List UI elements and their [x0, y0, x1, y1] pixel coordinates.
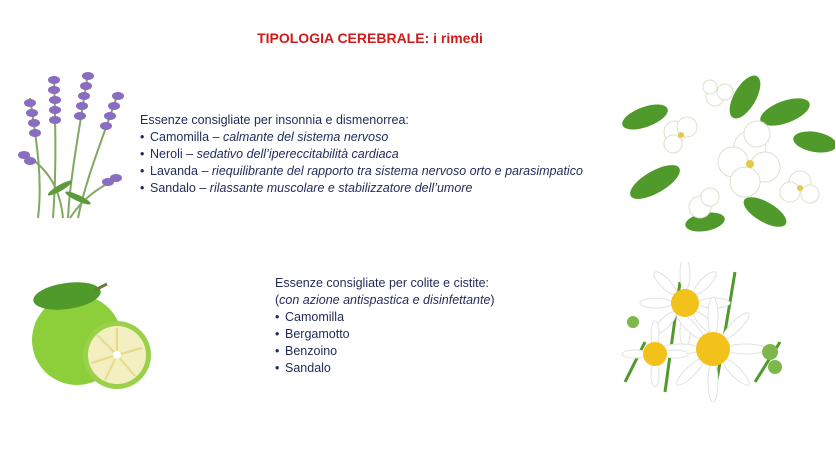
separator: –	[182, 147, 197, 161]
lavender-image	[8, 58, 133, 220]
paren-close: )	[490, 293, 495, 307]
bullet: •	[275, 344, 280, 358]
colitis-note	[275, 292, 605, 309]
remedy-description: sedativo dell’ipereccitabilità cardiaca	[196, 147, 399, 161]
bullet: •	[140, 164, 145, 178]
bullet: •	[140, 147, 145, 161]
remedy-description: rilassante muscolare e stabilizzatore dell’umore	[209, 181, 473, 195]
neroli-flowers-icon	[615, 72, 835, 234]
insomnia-remedies-block	[140, 112, 610, 197]
bullet: •	[140, 130, 145, 144]
bergamot-fruit-icon	[25, 278, 155, 393]
lavender-icon	[8, 58, 133, 220]
paren-open: (	[275, 293, 280, 307]
separator: –	[195, 181, 210, 195]
colitis-remedies-block	[275, 275, 605, 377]
remedy-name: Sandalo	[285, 361, 331, 375]
remedy-item	[275, 326, 605, 343]
bullet: •	[140, 181, 145, 195]
remedy-name: Camomilla	[285, 310, 345, 324]
bullet: •	[275, 361, 280, 375]
colitis-heading: Essenze consigliate per colite e cistite:	[275, 276, 489, 290]
remedy-item	[275, 360, 605, 377]
bergamot-image	[25, 278, 155, 393]
insomnia-heading: Essenze consigliate per insonnia e dismenorrea:	[140, 113, 409, 127]
remedy-description: calmante del sistema nervoso	[222, 130, 389, 144]
chamomile-flowers-icon	[605, 262, 800, 402]
separator: –	[209, 130, 223, 144]
remedy-name: Bergamotto	[285, 327, 350, 341]
bullet: •	[275, 310, 280, 324]
remedy-description: riequilibrante del rapporto tra sistema nervoso orto e parasimpatico	[211, 164, 583, 178]
separator: –	[197, 164, 212, 178]
remedy-name: Benzoino	[285, 344, 338, 358]
neroli-image	[615, 72, 835, 234]
remedy-item	[140, 163, 610, 180]
page-title: TIPOLOGIA CEREBRALE: i rimedi	[257, 30, 483, 46]
remedy-name: Sandalo	[150, 181, 196, 195]
remedy-item	[275, 309, 605, 326]
chamomile-image	[605, 262, 800, 402]
remedy-item	[140, 180, 610, 197]
remedy-item	[140, 146, 610, 163]
remedy-name: Lavanda	[150, 164, 198, 178]
remedy-item	[275, 343, 605, 360]
bullet: •	[275, 327, 280, 341]
remedy-name: Camomilla	[150, 130, 210, 144]
note-text: con azione antispastica e disinfettante	[279, 293, 491, 307]
remedy-name: Neroli	[150, 147, 183, 161]
remedy-item	[140, 129, 610, 146]
